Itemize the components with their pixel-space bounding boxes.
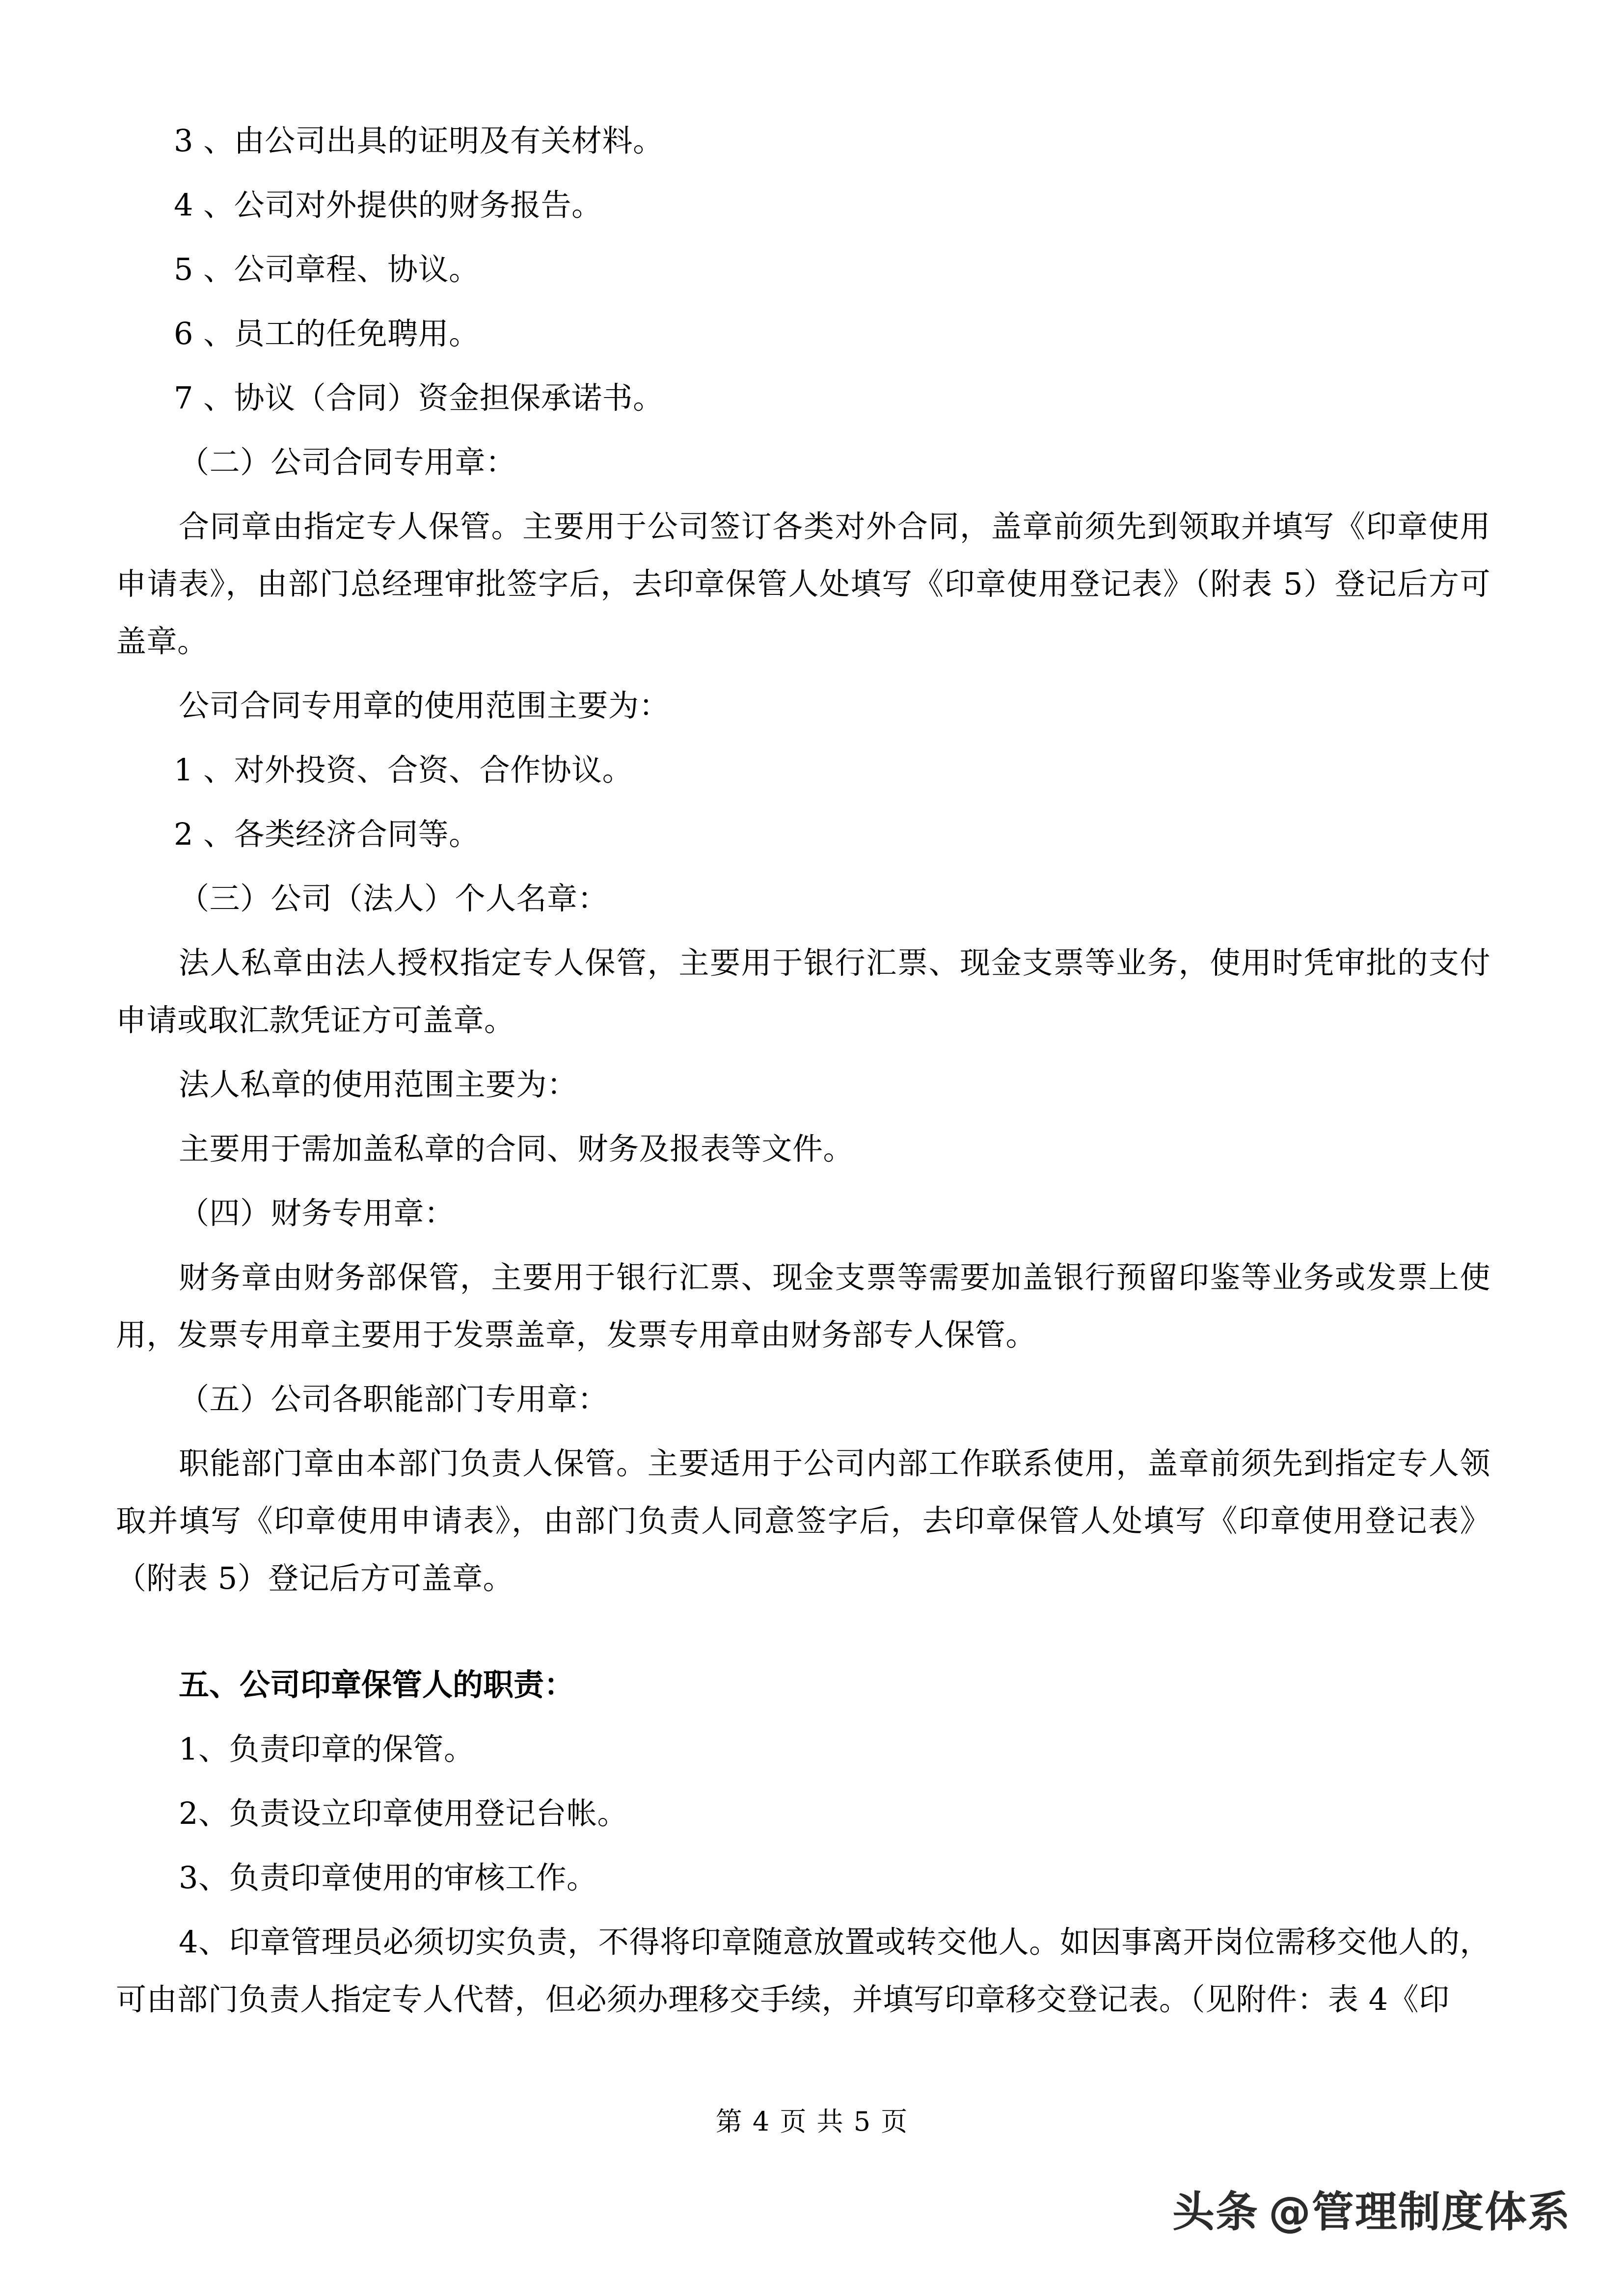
paragraph-legal-person-seal-scope-body: 主要用于需加盖私章的合同、财务及报表等文件。 bbox=[179, 1131, 854, 1167]
heading-seal-keeper-duties: 五、公司印章保管人的职责： bbox=[179, 1667, 575, 1703]
paragraph-spacer bbox=[116, 1113, 1490, 1120]
watermark bbox=[1172, 2185, 1571, 2239]
list-item-duty-4: 4、印章管理员必须切实负责，不得将印章随意放置或转交他人。如因事离开岗位需移交他人的，可由部门负责人指定专人代替，但必须办理移交手续，并填写印章移交登记表。（见附件：表 4《印 bbox=[116, 1924, 1490, 2017]
paragraph-spacer bbox=[116, 298, 1490, 305]
paragraph-spacer bbox=[116, 1177, 1490, 1184]
subheading-section-three: （三）公司（法人）个人名章： bbox=[179, 881, 609, 916]
page-footer bbox=[0, 2105, 1624, 2139]
list-item-5: 5 、公司章程、协议。 bbox=[174, 251, 480, 287]
paragraph-spacer bbox=[116, 1428, 1490, 1435]
paragraph-contract-seal-scope-intro: 公司合同专用章的使用范围主要为： bbox=[179, 688, 670, 723]
paragraph-spacer bbox=[116, 1363, 1490, 1370]
list-item-contract-2: 2 、各类经济合同等。 bbox=[174, 816, 480, 852]
paragraph-spacer bbox=[116, 670, 1490, 677]
paragraph-legal-person-seal-scope-intro: 法人私章的使用范围主要为： bbox=[179, 1067, 578, 1102]
subheading-section-four: （四）财务专用章： bbox=[179, 1195, 455, 1231]
paragraph-legal-person-seal-custody: 法人私章由法人授权指定专人保管，主要用于银行汇票、现金支票等业务，使用时凭审批的支付申请或取汇款凭证方可盖章。 bbox=[116, 945, 1490, 1038]
paragraph-spacer bbox=[116, 1713, 1490, 1720]
paragraph-department-seal-custody: 职能部门章由本部门负责人保管。主要适用于公司内部工作联系使用，盖章前须先到指定专人领取并填写《印章使用申请表》，由部门负责人同意签字后，去印章保管人处填写《印章使用登记表》（附表 5）登记后方可盖章。 bbox=[116, 1445, 1490, 1596]
section-spacer bbox=[116, 1607, 1490, 1656]
document-body bbox=[116, 112, 1490, 2028]
page-number-label: 第 4 页 共 5 页 bbox=[715, 2106, 909, 2137]
paragraph-spacer bbox=[116, 863, 1490, 870]
paragraph-spacer bbox=[116, 234, 1490, 240]
paragraph-contract-seal-custody: 合同章由指定专人保管。主要用于公司签订各类对外合同，盖章前须先到领取并填写《印章使用申请表》，由部门总经理审批签字后，去印章保管人处填写《印章使用登记表》（附表 5）登记后方可盖章。 bbox=[116, 508, 1490, 659]
paragraph-spacer bbox=[116, 362, 1490, 369]
paragraph-spacer bbox=[116, 169, 1490, 176]
paragraph-spacer bbox=[116, 1906, 1490, 1913]
paragraph-spacer bbox=[116, 427, 1490, 433]
paragraph-spacer bbox=[116, 799, 1490, 805]
list-item-7: 7 、协议（合同）资金担保承诺书。 bbox=[174, 380, 664, 416]
list-item-contract-1: 1 、对外投资、合资、合作协议。 bbox=[174, 752, 633, 788]
list-item-3: 3 、由公司出具的证明及有关材料。 bbox=[174, 123, 664, 159]
watermark-platform: 头条 bbox=[1172, 2188, 1259, 2237]
list-item-duty-2: 2、负责设立印章使用登记台帐。 bbox=[179, 1795, 628, 1831]
paragraph-spacer bbox=[116, 1049, 1490, 1056]
subheading-section-two: （二）公司合同专用章： bbox=[179, 444, 516, 480]
paragraph-spacer bbox=[116, 491, 1490, 498]
paragraph-spacer bbox=[116, 1842, 1490, 1849]
list-item-6: 6 、员工的任免聘用。 bbox=[174, 316, 480, 351]
subheading-section-five: （五）公司各职能部门专用章： bbox=[179, 1381, 609, 1417]
list-item-duty-3: 3、负责印章使用的审核工作。 bbox=[179, 1860, 597, 1896]
paragraph-spacer bbox=[116, 1778, 1490, 1785]
paragraph-spacer bbox=[116, 734, 1490, 741]
list-item-duty-1: 1、负责印章的保管。 bbox=[179, 1731, 475, 1767]
paragraph-spacer bbox=[116, 1242, 1490, 1249]
paragraph-finance-seal-custody: 财务章由财务部保管，主要用于银行汇票、现金支票等需要加盖银行预留印鉴等业务或发票上使用，发票专用章主要用于发票盖章，发票专用章由财务部专人保管。 bbox=[116, 1259, 1490, 1353]
paragraph-spacer bbox=[116, 927, 1490, 934]
list-item-4: 4 、公司对外提供的财务报告。 bbox=[174, 187, 602, 223]
watermark-account: @管理制度体系 bbox=[1269, 2188, 1571, 2237]
